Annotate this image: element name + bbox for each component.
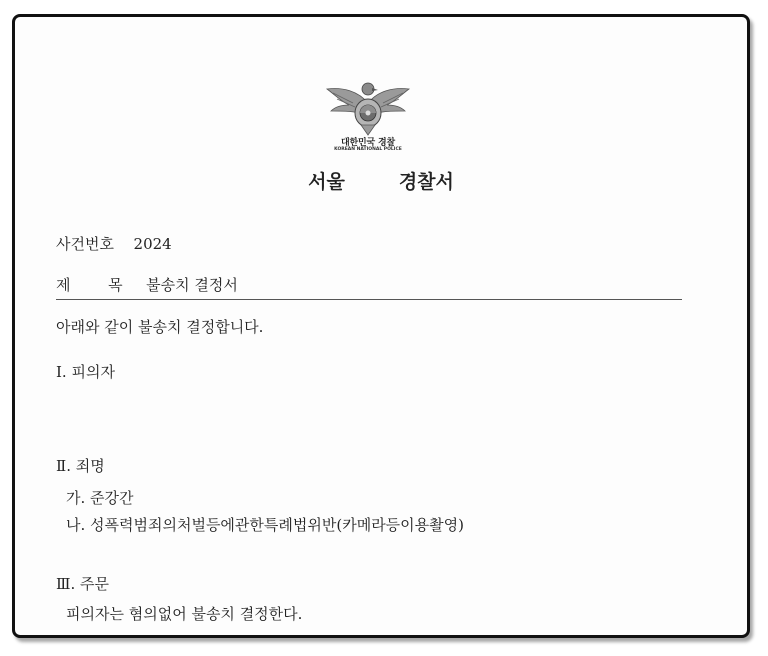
order-text: 피의자는 혐의없어 불송치 결정한다. [66,605,303,623]
police-emblem-icon [323,73,413,143]
intro-text: 아래와 같이 불송치 결정합니다. [56,318,264,336]
crime-item: 가. 준강간 [66,489,134,507]
station-city: 서울 [308,171,345,193]
case-number-value: 2024 [133,235,172,253]
document-frame [12,14,750,638]
title-label-char-2: 목 [108,276,123,294]
title-label-char-1: 제 [56,276,71,294]
header-divider [56,299,682,300]
station-name [15,167,747,194]
order-heading: Ⅲ. 주문 [56,575,109,593]
crime-item: 나. 성폭력범죄의처벌등에관한특례법위반(카메라등이용촬영) [66,516,464,534]
case-number-row [56,233,172,254]
suspect-heading: Ⅰ. 피의자 [56,363,115,381]
org-name-en: KOREAN NATIONAL POLICE [334,147,402,152]
case-number-label: 사건번호 [56,235,114,253]
crime-heading: Ⅱ. 죄명 [56,457,105,475]
case-title-row [56,274,238,295]
case-title-value: 불송치 결정서 [146,276,238,294]
org-name-ko: 대한민국 경찰 [341,138,395,148]
station-suffix: 경찰서 [398,171,454,193]
